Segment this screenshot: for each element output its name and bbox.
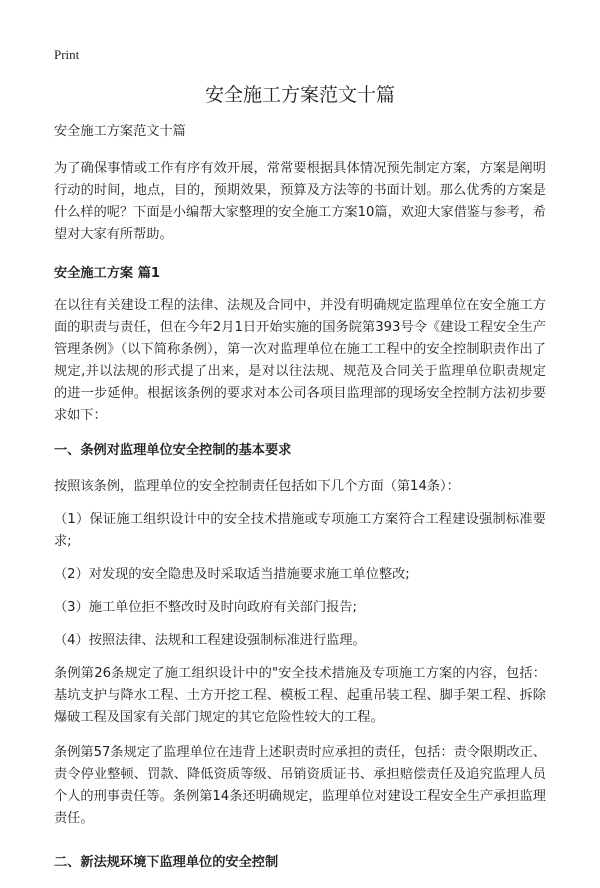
section-heading: 二、新法规环境下监理单位的安全控制 xyxy=(54,855,279,870)
body-paragraph: 在以往有关建设工程的法律、法规及合同中，并没有明确规定监理单位在安全施工方面的职责与责任，但在今年2月1日开始实施的国务院第393号令《建设工程安全生产管理条例》（以下简称条例），第一次对监理单位在施工工程中的安全控制职责作出了规定,并以法规的形式提了出来，是对以往法规、规范及合同关于监理单位职责规定的进一步延伸。根据该条例的要求对本公司各项目监理部的现场安全控制方法初步要求如下： xyxy=(54,298,546,423)
section-heading: 一、条例对监理单位安全控制的基本要求 xyxy=(54,443,292,458)
list-item: （4）按照法律、法规和工程建设强制标准进行监理。 xyxy=(54,633,366,648)
list-item: （2）对发现的安全隐患及时采取适当措施要求施工单位整改; xyxy=(54,567,410,582)
list-item: （3）施工单位拒不整改时及时向政府有关部门报告; xyxy=(54,600,357,615)
body-paragraph: 条例第26条规定了施工组织设计中的"安全技术措施及专项施工方案的内容，包括：基坑支护与降水工程、土方开挖工程、模板工程、起重吊装工程、脚手架工程、拆除爆破工程及国家有关部门规定的其它危险性较大的工程。 xyxy=(54,666,546,725)
body-paragraph: 条例第57条规定了监理单位在违背上述职责时应承担的责任，包括：责令限期改正、责令停业整顿、罚款、降低资质等级、吊销资质证书、承担赔偿责任及追究监理人员个人的刑事责任等。条例第14条还明确规定，监理单位对建设工程安全生产承担监理责任。 xyxy=(54,745,546,826)
document-body xyxy=(54,121,546,888)
list-item: （1）保证施工组织设计中的安全技术措施或专项施工方案符合工程建设强制标准要求; xyxy=(54,512,546,549)
section-intro: 按照该条例，监理单位的安全控制责任包括如下几个方面（第14条）： xyxy=(54,479,460,494)
intro-paragraph: 为了确保事情或工作有序有效开展，常常要根据具体情况预先制定方案，方案是阐明行动的时间，地点，目的，预期效果，预算及方法等的书面计划。那么优秀的方案是什么样的呢？下面是小编帮大家整理的安全施工方案10篇，欢迎大家借鉴与参考，希望对大家有所帮助。 xyxy=(54,161,546,242)
print-link[interactable]: Print xyxy=(54,47,80,62)
document-title: 安全施工方案范文十篇 xyxy=(204,84,395,106)
article-heading: 安全施工方案 篇1 xyxy=(54,266,161,281)
document-subtitle: 安全施工方案范文十篇 xyxy=(54,124,186,139)
